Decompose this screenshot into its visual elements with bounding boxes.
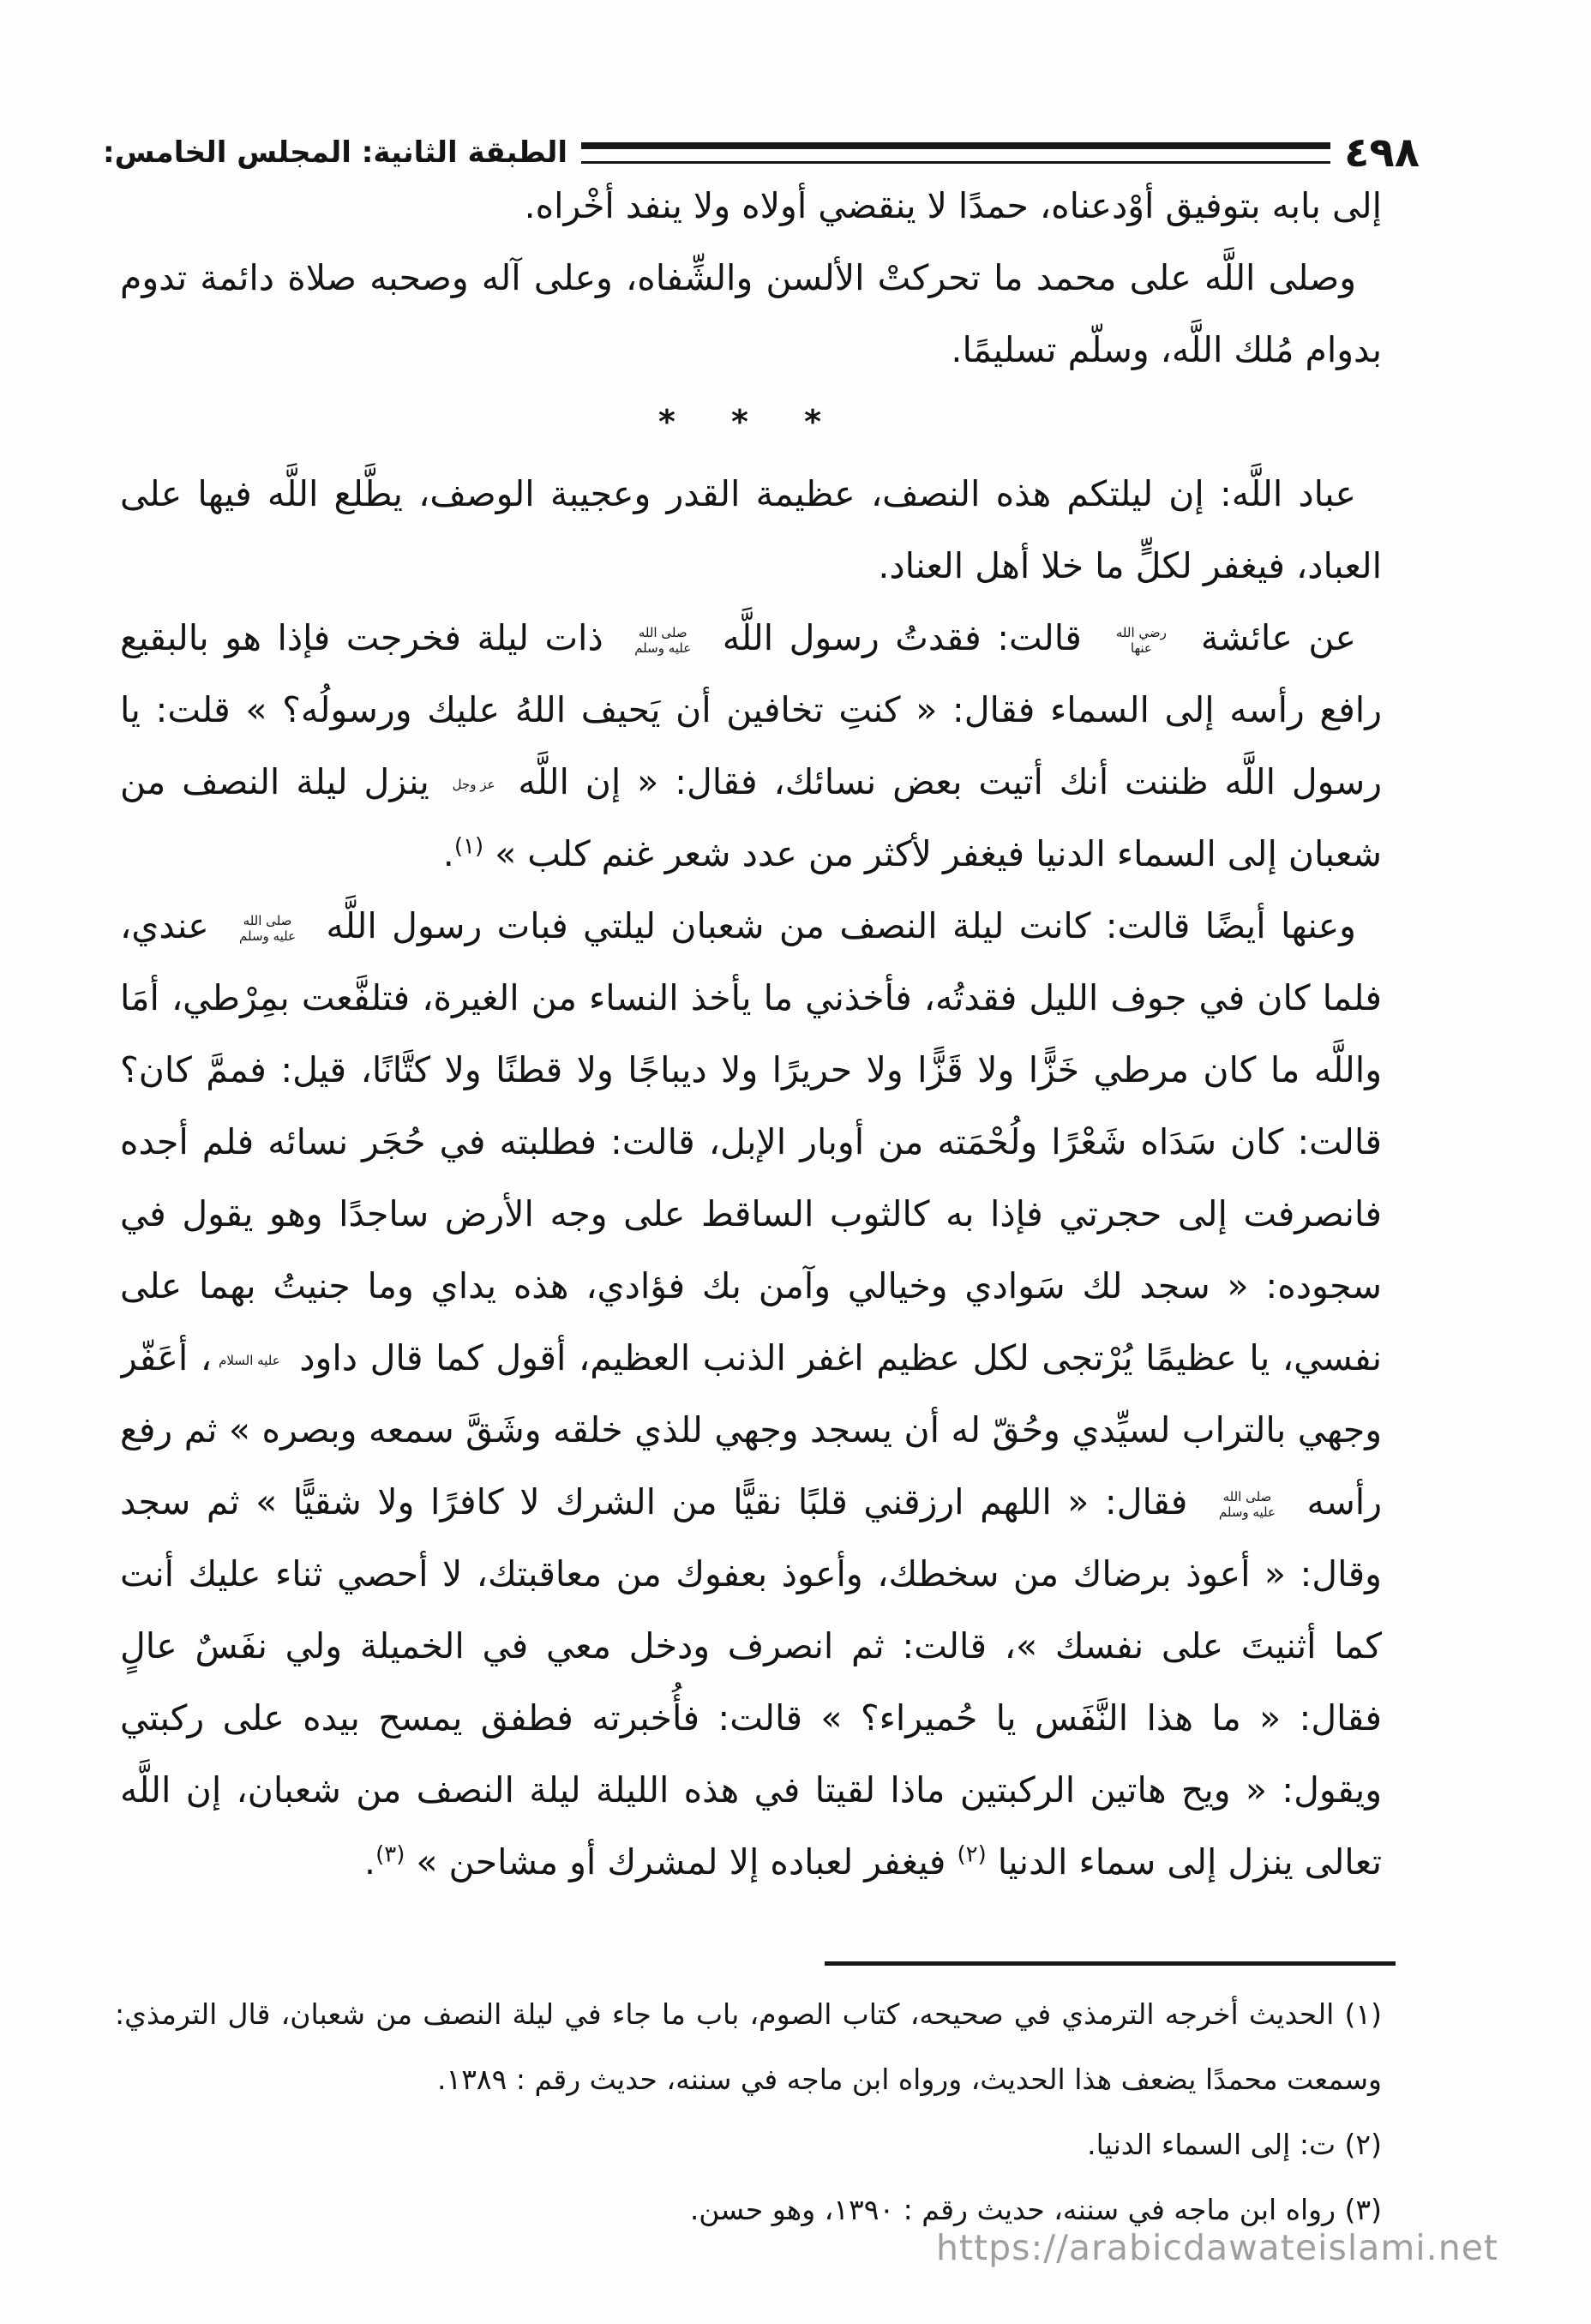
text-run: .: [364, 1841, 376, 1883]
text-run: عندي، فلما كان في جوف الليل فقدتُه، فأخذني ما يأخذ النساء من الغيرة، فتلفَّعت بمِرْطي، أمَا واللَّه ما كان مرطي خَزًّا ولا قَزًّا ولا حريرًا ولا ديباجًا ولا قطنًا ولا كتَّانًا، قيل: فممَّ كان؟ قالت: كان سَدَاه شَعْرًا ولُحْمَته من أوبار الإبل، قالت: فطلبته في حُجَر نسائه فلم أجده فانصرفت إلى حجرتي فإذا به كالثوب الساقط على وجه الأرض ساجدًا وهو يقول في سجوده: « سجد لك سَوادي وخيالي وآمن بك فؤادي، هذه يداي وما جنيتُ بهما على نفسي، يا عظيمًا يُرْتجى لكل عظيم اغفر الذنب العظيم، أقول كما قال داود: [120, 905, 1382, 1378]
page-number: ٤٩٨: [1344, 129, 1420, 177]
paragraph: [120, 602, 1382, 890]
footnote-ref: (١): [453, 833, 484, 860]
paragraph: [120, 458, 1382, 602]
text-run: عباد اللَّه: إن ليلتكم هذه النصف، عظيمة القدر وعجيبة الوصف، يطَّلع اللَّه فيها على العباد، فيغفر لكلٍّ ما خلا أهل العناد.: [120, 473, 1382, 586]
text-run: * * *: [657, 403, 844, 441]
text-run: ينزل ليلة النصف من شعبان إلى السماء الدنيا فيغفر لأكثر من عدد شعر غنم كلب »: [120, 761, 1382, 874]
honorific-seal: صلى الله عليه وسلم: [634, 625, 692, 656]
text-run: فيغفر لعباده إلا لمشرك أو مشاحن »: [405, 1841, 958, 1883]
paragraph: [120, 242, 1382, 386]
text-run: وعنها أيضًا قالت: كانت ليلة النصف من شعبان ليلتي فبات رسول اللَّه: [311, 905, 1356, 946]
honorific-seal: رضي الله عنها: [1115, 625, 1167, 656]
footnote: (١) الحديث أخرجه الترمذي في صحيحه، كتاب الصوم، باب ما جاء في ليلة النصف من شعبان، قال الترمذي: وسمعت محمدًا يضعف هذا الحديث، ورواه ابن ماجه في سننه، حديث رقم : ١٣٨٩.: [115, 1997, 1382, 2096]
honorific-seal: صلى الله عليه وسلم: [1218, 1489, 1276, 1520]
paragraph: [120, 170, 1382, 242]
footnote-ref: (٣): [375, 1841, 405, 1868]
footnote: (٣) رواه ابن ماجه في سننه، حديث رقم : ١٣٩٠، وهو حسن.: [689, 2193, 1382, 2226]
section-separator: [120, 386, 1382, 458]
text-run: قالت: فقدتُ رسول اللَّه: [706, 617, 1098, 658]
watermark-url: https://arabicdawateislami.net: [935, 2227, 1498, 2268]
text-run: فقال: « اللهم ارزقني قلبًا نقيًّا من الشرك لا كافرًا ولا شقيًّا » ثم سجد وقال: « أعوذ برضاك من سخطك، وأعوذ بعفوك من معاقبتك، لا أحصي ثناء عليك أنت كما أثنيتَ على نفسك »، قالت: ثم انصرف ودخل معي في الخميلة ولي نفَسٌ عالٍ فقال: « ما هذا النَّفَس يا حُميراء؟ » قالت: فأُخبرته فطفق يمسح بيده على ركبتي ويقول: « ويح هاتين الركبتين ماذا لقيتا في هذه الليلة ليلة النصف من شعبان، إن اللَّه تعالى ينزل إلى سماء الدنيا: [120, 1481, 1382, 1883]
footnotes: [115, 1982, 1382, 2243]
header-rule-lines: [581, 142, 1330, 164]
text-run: .: [442, 833, 454, 874]
text-run: ذات ليلة فخرجت فإذا هو بالبقيع رافع رأسه إلى السماء فقال: « كنتِ تخافين أن يَحيف اللهُ عليك ورسولُه؟ » قلت: يا رسول اللَّه ظننت أنك أتيت بعض نسائك، فقال: « إن اللَّه: [120, 617, 1382, 802]
honorific-seal: عز وجل: [452, 777, 495, 792]
text-run: وصلى اللَّه على محمد ما تحركتْ الألسن والشِّفاه، وعلى آله وصحبه صلاة دائمة تدوم بدوام مُلك اللَّه، وسلّم تسليمًا.: [120, 257, 1382, 370]
text-run: عن عائشة: [1185, 617, 1356, 658]
honorific-seal: عليه السلام: [219, 1353, 280, 1368]
honorific-seal: صلى الله عليه وسلم: [239, 913, 297, 944]
footnote-ref: (٢): [957, 1841, 987, 1868]
paragraph: [120, 890, 1382, 1898]
footnote-divider: [825, 1961, 1396, 1966]
text-run: ، أعَفّر وجهي بالتراب لسيِّدي وحُقّ له أن يسجد وجهي للذي خلقه وشَقَّ سمعه وبصره » ثم رفع رأسه: [120, 1337, 1382, 1522]
header-title: الطبقة الثانية: المجلس الخامس:: [103, 135, 568, 170]
body-text: [120, 170, 1382, 1898]
text-run: إلى بابه بتوفيق أوْدعناه، حمدًا لا ينقضي أولاه ولا ينفد أخْراه.: [524, 185, 1382, 226]
footnote: (٢) ت: إلى السماء الدنيا.: [1087, 2128, 1382, 2161]
